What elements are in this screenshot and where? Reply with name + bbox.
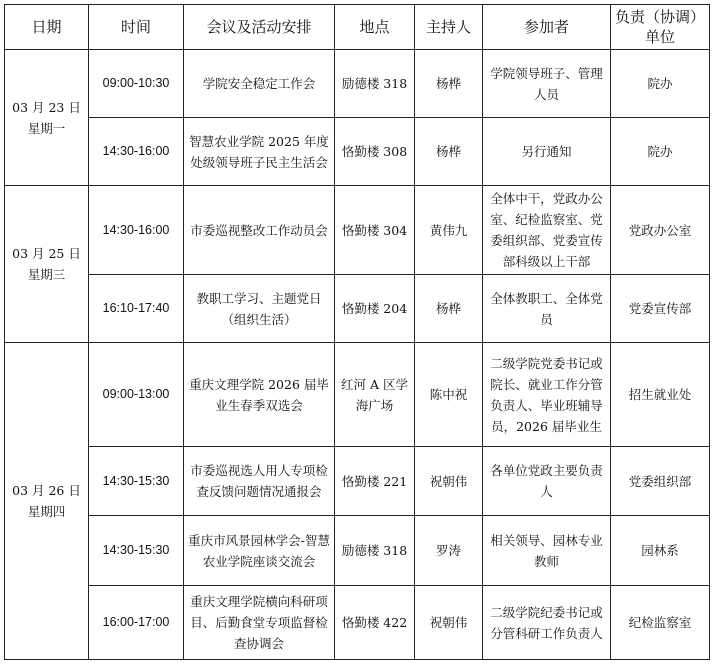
unit-cell: 党政办公室 [611, 186, 710, 275]
header-agenda: 会议及活动安排 [184, 5, 335, 50]
participants-cell: 另行通知 [483, 118, 611, 186]
location-cell: 恪勤楼 308 [335, 118, 415, 186]
location-cell: 恪勤楼 304 [335, 186, 415, 275]
table-row [5, 118, 710, 186]
header-row [5, 5, 710, 50]
host-cell: 杨桦 [415, 118, 483, 186]
host-cell: 杨桦 [415, 50, 483, 118]
unit-cell: 党委组织部 [611, 447, 710, 516]
time-cell: 09:00-13:00 [89, 343, 184, 447]
table-row [5, 50, 710, 118]
time-cell: 16:00-17:00 [89, 586, 184, 660]
time-cell: 14:30-15:30 [89, 447, 184, 516]
table-row [5, 516, 710, 586]
participants-cell: 学院领导班子、管理人员 [483, 50, 611, 118]
date-text: 03 月 26 日 [12, 483, 81, 498]
schedule-table [4, 4, 710, 660]
unit-cell: 党委宣传部 [611, 275, 710, 343]
agenda-cell: 市委巡视选人用人专项检查反馈问题情况通报会 [184, 447, 335, 516]
table-row [5, 186, 710, 275]
date-cell [5, 50, 89, 186]
time-cell: 14:30-16:00 [89, 118, 184, 186]
header-location: 地点 [335, 5, 415, 50]
weekday-text: 星期三 [27, 267, 66, 282]
host-cell: 陈中祝 [415, 343, 483, 447]
header-date: 日期 [5, 5, 89, 50]
host-cell: 祝朝伟 [415, 447, 483, 516]
location-cell: 恪勤楼 204 [335, 275, 415, 343]
participants-cell: 二级学院党委书记或院长、就业工作分管负责人、毕业班辅导员，2026 届毕业生 [483, 343, 611, 447]
header-unit: 负责（协调）单位 [611, 5, 710, 50]
table-row [5, 343, 710, 447]
agenda-cell: 学院安全稳定工作会 [184, 50, 335, 118]
host-cell: 罗涛 [415, 516, 483, 586]
unit-cell: 园林系 [611, 516, 710, 586]
date-text: 03 月 25 日 [12, 246, 81, 261]
location-cell: 恪勤楼 221 [335, 447, 415, 516]
table-row [5, 586, 710, 660]
host-cell: 黄伟九 [415, 186, 483, 275]
unit-cell: 招生就业处 [611, 343, 710, 447]
participants-cell: 二级学院纪委书记或分管科研工作负责人 [483, 586, 611, 660]
date-cell [5, 343, 89, 660]
header-participants: 参加者 [483, 5, 611, 50]
unit-cell: 院办 [611, 118, 710, 186]
participants-cell: 全体教职工、全体党员 [483, 275, 611, 343]
date-text: 03 月 23 日 [12, 99, 81, 115]
agenda-cell: 重庆文理学院横向科研项目、后勤食堂专项监督检查协调会 [184, 586, 335, 660]
host-cell: 祝朝伟 [415, 586, 483, 660]
location-cell: 励德楼 318 [335, 516, 415, 586]
weekday-text: 星期四 [27, 504, 66, 519]
unit-cell: 纪检监察室 [611, 586, 710, 660]
time-cell: 14:30-16:00 [89, 186, 184, 275]
table-row [5, 447, 710, 516]
location-cell: 励德楼 318 [335, 50, 415, 118]
time-cell: 14:30-15:30 [89, 516, 184, 586]
agenda-cell: 教职工学习、主题党日（组织生活） [184, 275, 335, 343]
agenda-cell: 智慧农业学院 2025 年度处级领导班子民主生活会 [184, 118, 335, 186]
header-host: 主持人 [415, 5, 483, 50]
unit-cell: 院办 [611, 50, 710, 118]
time-cell: 16:10-17:40 [89, 275, 184, 343]
header-time: 时间 [89, 5, 184, 50]
host-cell: 杨桦 [415, 275, 483, 343]
agenda-cell: 重庆市风景园林学会-智慧农业学院座谈交流会 [184, 516, 335, 586]
date-cell [5, 186, 89, 343]
weekday-text: 星期一 [27, 120, 66, 136]
participants-cell: 全体中干，党政办公室、纪检监察室、党委组织部、党委宣传部科级以上干部 [483, 186, 611, 275]
time-cell: 09:00-10:30 [89, 50, 184, 118]
participants-cell: 相关领导、园林专业教师 [483, 516, 611, 586]
agenda-cell: 市委巡视整改工作动员会 [184, 186, 335, 275]
location-cell: 恪勤楼 422 [335, 586, 415, 660]
location-cell: 红河 A 区学海广场 [335, 343, 415, 447]
table-row [5, 275, 710, 343]
agenda-cell: 重庆文理学院 2026 届毕业生春季双选会 [184, 343, 335, 447]
participants-cell: 各单位党政主要负责人 [483, 447, 611, 516]
